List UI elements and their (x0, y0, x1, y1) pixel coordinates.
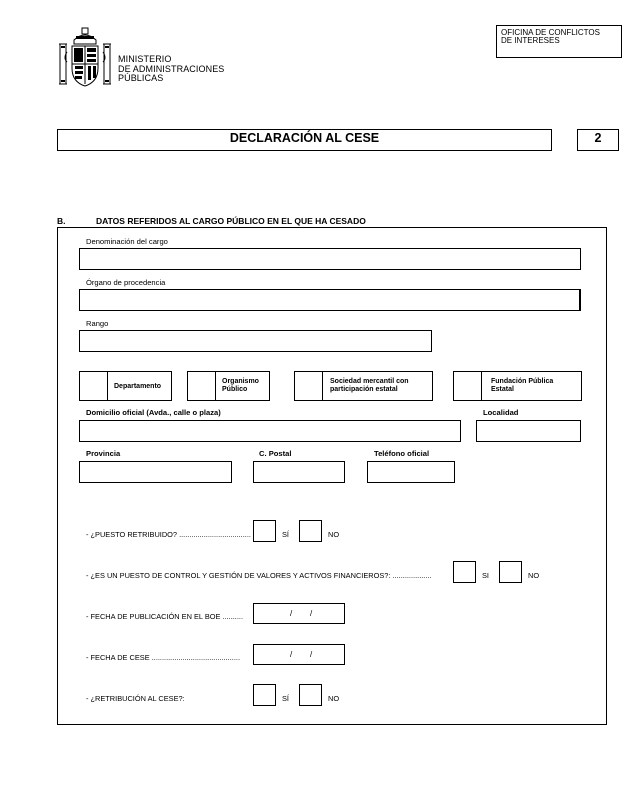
telefono-label: Teléfono oficial (374, 449, 430, 458)
departamento-checkbox[interactable] (80, 372, 108, 400)
organismo-checkbox[interactable] (188, 372, 216, 400)
fundacion-checkbox[interactable] (454, 372, 482, 400)
retribucion-cese-si-label: SÍ (282, 694, 289, 703)
entity-organismo[interactable] (187, 371, 270, 401)
fecha-cese-question: - FECHA DE CESE ........................................... (86, 653, 241, 662)
sociedad-label-2: participación estatal (330, 386, 398, 393)
office-line-1: OFICINA DE CONFLICTOS (501, 28, 600, 37)
puesto-control-si-label: SI (482, 571, 489, 580)
rango-field[interactable] (79, 330, 432, 352)
form-number: 2 (577, 129, 619, 151)
puesto-retribuido-si-label: SÍ (282, 530, 289, 539)
organismo-label-2: Público (222, 386, 248, 393)
entity-fundacion[interactable] (453, 371, 582, 401)
section-letter: B. (57, 216, 66, 226)
fundacion-label-1: Fundación Pública (491, 378, 554, 385)
retribucion-cese-no-label: NO (328, 694, 340, 703)
fecha-boe-field[interactable] (253, 603, 345, 624)
cpostal-field[interactable] (253, 461, 345, 483)
telefono-field[interactable] (367, 461, 455, 483)
puesto-control-si-checkbox[interactable] (453, 561, 476, 583)
puesto-control-question: - ¿ES UN PUESTO DE CONTROL Y GESTIÓN DE VALORES Y ACTIVOS FINANCIEROS?: ................... (86, 571, 432, 580)
entity-departamento[interactable] (79, 371, 172, 401)
localidad-label: Localidad (483, 408, 519, 417)
localidad-field[interactable] (476, 420, 581, 442)
fecha-cese-separators: / / (290, 650, 313, 659)
puesto-retribuido-question: - ¿PUESTO RETRIBUIDO? ................................... (86, 530, 251, 539)
organo-label: Órgano de procedencia (86, 278, 166, 287)
fecha-cese-field[interactable] (253, 644, 345, 665)
fecha-boe-question: - FECHA DE PUBLICACIÓN EN EL BOE .......... (86, 612, 244, 621)
rango-label: Rango (86, 319, 109, 328)
retribucion-cese-si-checkbox[interactable] (253, 684, 276, 706)
puesto-retribuido-si-checkbox[interactable] (253, 520, 276, 542)
ministry-line-1: MINISTERIO (118, 54, 172, 64)
provincia-field[interactable] (79, 461, 232, 483)
departamento-label: Departamento (114, 383, 162, 390)
puesto-retribuido-no-checkbox[interactable] (299, 520, 322, 542)
ministry-line-3: PÚBLICAS (118, 73, 164, 83)
office-line-2: DE INTERESES (501, 36, 560, 45)
form-title: DECLARACIÓN AL CESE (57, 129, 552, 151)
provincia-label: Provincia (86, 449, 121, 458)
denominacion-label: Denominación del cargo (86, 237, 168, 246)
retribucion-cese-no-checkbox[interactable] (299, 684, 322, 706)
entity-sociedad[interactable] (294, 371, 433, 401)
puesto-control-no-checkbox[interactable] (499, 561, 522, 583)
sociedad-checkbox[interactable] (295, 372, 323, 400)
organo-field[interactable] (79, 289, 581, 311)
fecha-boe-separators: / / (290, 609, 313, 618)
office-box (496, 25, 622, 58)
ministry-line-2: DE ADMINISTRACIONES (118, 63, 225, 74)
ministry-name (118, 55, 224, 84)
section-title: DATOS REFERIDOS AL CARGO PÚBLICO EN EL QUE HA CESADO (96, 216, 366, 226)
domicilio-label: Domicilio oficial (Avda., calle o plaza) (86, 408, 221, 417)
puesto-retribuido-no-label: NO (328, 530, 340, 539)
cpostal-label: C. Postal (259, 449, 292, 458)
puesto-control-no-label: NO (528, 571, 540, 580)
denominacion-field[interactable] (79, 248, 581, 270)
organismo-label-1: Organismo (222, 378, 259, 385)
retribucion-cese-question: - ¿RETRIBUCIÓN AL CESE?: (86, 694, 185, 703)
coat-of-arms-logo (56, 26, 114, 90)
fundacion-label-2: Estatal (491, 386, 514, 393)
domicilio-field[interactable] (79, 420, 461, 442)
sociedad-label-1: Sociedad mercantil con (330, 378, 409, 385)
